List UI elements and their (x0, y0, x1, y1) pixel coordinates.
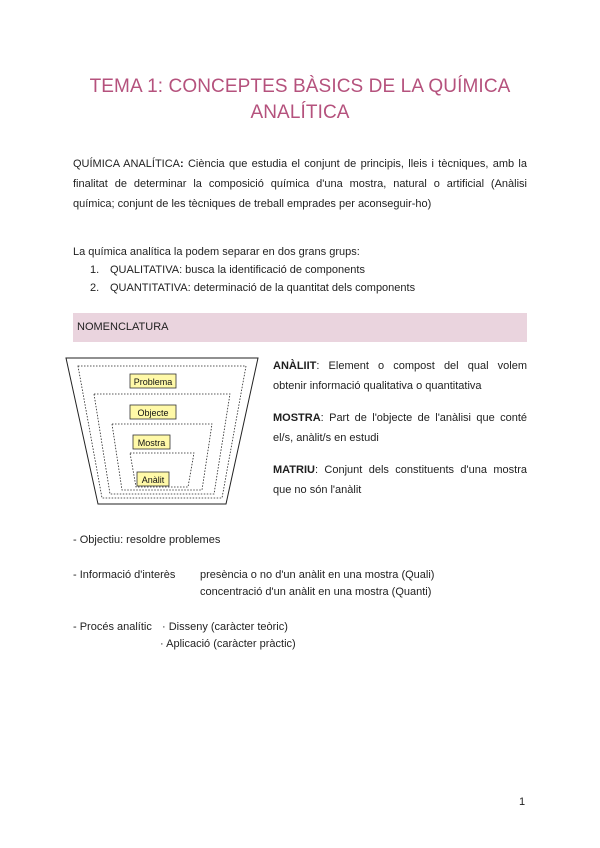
term-analit (273, 356, 527, 396)
proces-line-1: · Disseny (caràcter teòric) (162, 621, 288, 633)
proces-label: - Procés analític (73, 621, 152, 633)
informacio-line-2: concentració d'un anàlit en una mostra (Quanti) (200, 586, 432, 598)
term-name: ANÀLIIT (273, 360, 317, 372)
label-mostra: Mostra (137, 438, 166, 448)
group-text: QUANTITATIVA: determinació de la quantitat dels components (110, 282, 416, 294)
group-item-2 (90, 279, 415, 297)
label-problema: Problema (133, 377, 173, 387)
informacio-label: - Informació d'interès (73, 569, 176, 581)
nomenclature-funnel-diagram (64, 356, 260, 508)
page-title (60, 74, 540, 126)
term-text: : Element o compost del qual volem obtenir informació qualitativa o quantitativa (273, 360, 527, 392)
group-text: QUALITATIVA: busca la identificació de components (110, 264, 365, 276)
term-mostra (273, 408, 527, 448)
title-line-1: TEMA 1: CONCEPTES BÀSICS DE LA QUÍMICA (89, 76, 511, 97)
proces-line-2: · Aplicació (caràcter pràctic) (160, 638, 296, 650)
term-text: : Conjunt dels constituents d'una mostra que no són l'anàlit (273, 464, 527, 496)
term-name: MOSTRA (273, 412, 321, 424)
informacio-line-1: presència o no d'un anàlit en una mostra (Quali) (200, 569, 435, 581)
term-text: : Part de l'objecte de l'anàlisi que conté el/s, anàlit/s en estudi (273, 412, 527, 444)
page-number: 1 (519, 796, 526, 808)
group-number: 2. (90, 282, 100, 294)
label-objecte: Objecte (137, 408, 169, 418)
group-number: 1. (90, 264, 100, 276)
label-analit: Anàlit (141, 475, 165, 485)
definition-paragraph: QUÍMICA ANALÍTICA: Ciència que estudia el conjunt de principis, lleis i tècniques, amb la finalitat de determinar la composició química d'una mostra, natural o artificial (Anàlisi química; conjunt de les tècniques de treball emprades per aconseguir-ho) (73, 158, 527, 210)
definition-term: QUÍMICA ANALÍTICA (73, 158, 180, 170)
objectiu-line: - Objectiu: resoldre problemes (73, 534, 221, 546)
title-line-2: ANALÍTICA (250, 102, 350, 123)
term-name: MATRIU (273, 464, 315, 476)
term-matriu (273, 460, 527, 500)
section-heading: NOMENCLATURA (77, 321, 169, 333)
intro-text: La química analítica la podem separar en dos grans grups: (73, 246, 360, 258)
section-heading-band (73, 313, 527, 342)
group-item-1 (90, 261, 365, 279)
definition-text: Ciència que estudia el conjunt de principis, lleis i tècniques, amb la finalitat de determinar la composició química d'una mostra, natural o artificial (Anàlisi química; conjunt de les tècniques de treball emprades per aconseguir-ho) (73, 158, 527, 210)
